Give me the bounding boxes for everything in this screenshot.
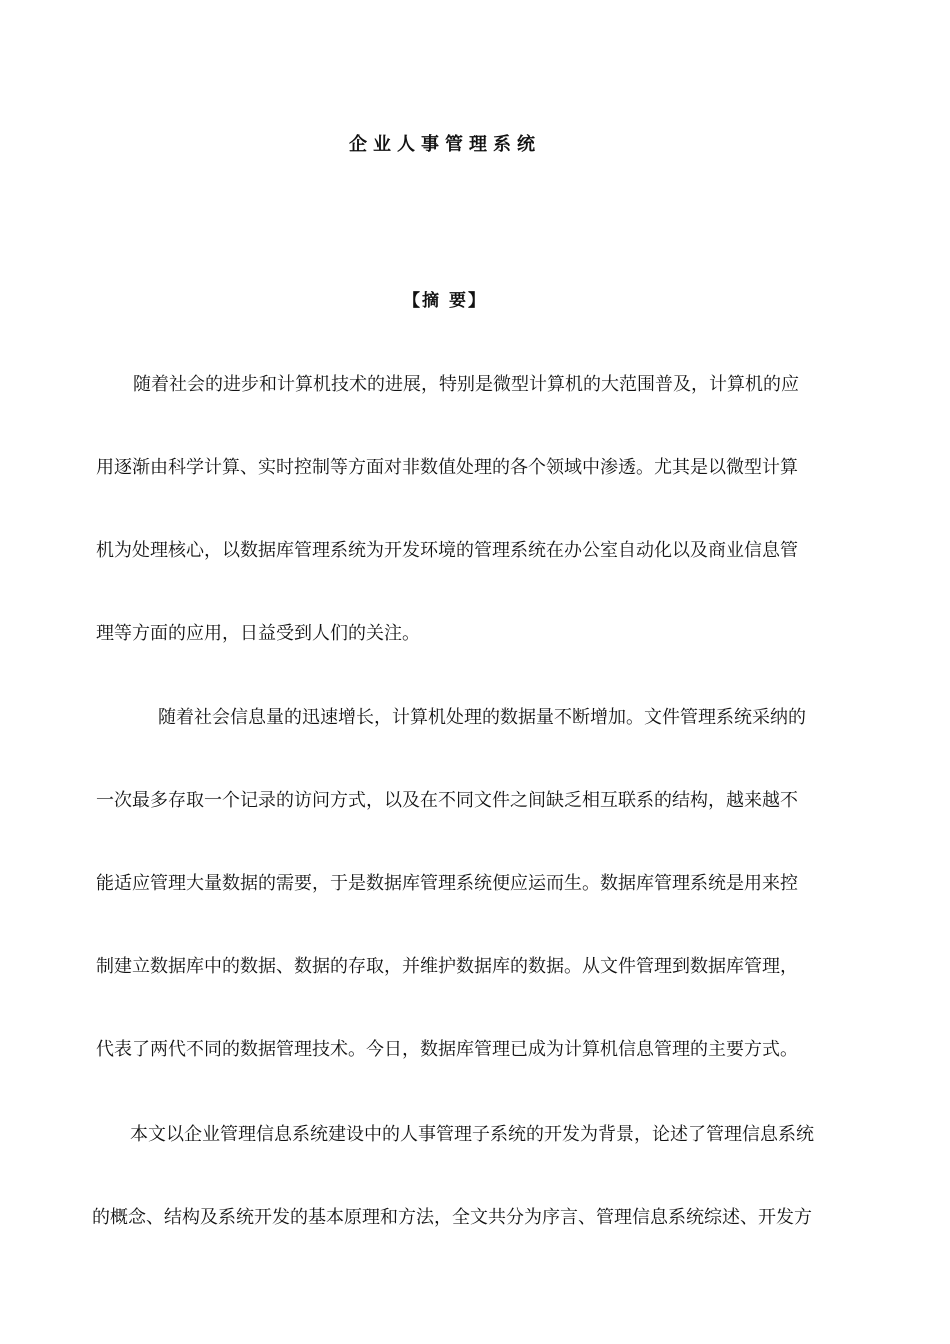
document-title: 企业人事管理系统 — [349, 134, 541, 155]
text-line: 一次最多存取一个记录的访问方式，以及在不同文件之间缺乏相互联系的结构，越来越不 — [96, 790, 798, 811]
text-line: 本文以企业管理信息系统建设中的人事管理子系统的开发为背景，论述了管理信息系统 — [130, 1124, 814, 1145]
text-line: 机为处理核心，以数据库管理系统为开发环境的管理系统在办公室自动化以及商业信息管 — [96, 540, 798, 561]
text-line: 制建立数据库中的数据、数据的存取，并维护数据库的数据。从文件管理到数据库管理， — [96, 956, 798, 977]
text-line: 的概念、结构及系统开发的基本原理和方法，全文共分为序言、管理信息系统综述、开发方 — [92, 1207, 812, 1228]
text-line: 随着社会的进步和计算机技术的进展，特别是微型计算机的大范围普及，计算机的应 — [133, 374, 799, 395]
text-line: 理等方面的应用，日益受到人们的关注。 — [96, 623, 420, 644]
text-line: 随着社会信息量的迅速增长，计算机处理的数据量不断增加。文件管理系统采纳的 — [158, 707, 806, 728]
text-line: 能适应管理大量数据的需要，于是数据库管理系统便应运而生。数据库管理系统是用来控 — [96, 873, 798, 894]
text-line: 用逐渐由科学计算、实时控制等方面对非数值处理的各个领域中渗透。尤其是以微型计算 — [96, 457, 798, 478]
text-line: 代表了两代不同的数据管理技术。今日，数据库管理已成为计算机信息管理的主要方式。 — [96, 1039, 798, 1060]
abstract-heading: 【摘 要】 — [403, 291, 487, 311]
